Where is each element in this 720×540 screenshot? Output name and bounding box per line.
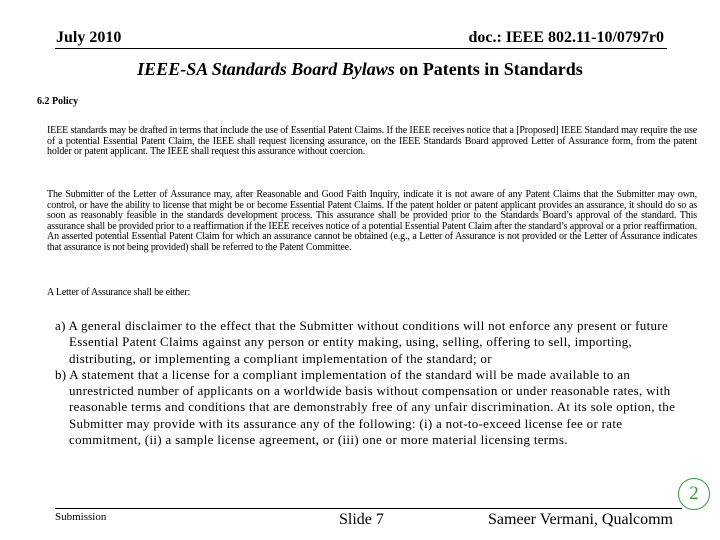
footer-author: Sameer Vermani, Qualcomm [488, 511, 673, 528]
title-suffix: on Patents in Standards [394, 59, 583, 79]
page-number-badge: 2 [678, 478, 710, 510]
footer-slide-number: Slide 7 [339, 511, 384, 528]
header-doc-id: doc.: IEEE 802.11-10/0797r0 [468, 29, 664, 46]
paragraph-submitter: The Submitter of the Letter of Assurance may, after Reasonable and Good Faith Inquiry, indicate it is not aware of any Patent Claims that the Submitter may own, control, or have the ability to license that might be or become Essential Patent Claims. If the patent holder or patent applicant provides an assurance, it should do so as soon as reasonably feasible in the standards development process. This assurance shall be provided prior to the Standards Board’s approval of the standard. This assurance shall be provided prior to a reaffirmation if the IEEE receives notice of a potential Essential Patent Claim after the standard’s approval or a prior reaffirmation. An asserted potential Essential Patent Claim for which an assurance cannot be obtained (e.g., a Letter of Assurance is not provided or the Letter of Assurance indicates that assurance is not being provided) shall be referred to the Patent Committee. [47, 189, 697, 253]
paragraph-letter-either: A Letter of Assurance shall be either: [47, 287, 191, 298]
list-item-disclaimer: a) A general disclaimer to the effect that the Submitter without conditions will not enforce any present or future Essential Patent Claims against any person or entity making, using, selling, offering to sell, importing, distributing, or implementing a compliant implementation of the standard; or [55, 318, 669, 366]
paragraph-essential-claims: IEEE standards may be drafted in terms that include the use of Essential Patent Claims. If the IEEE receives notice that a [Proposed] IEEE Standard may require the use of a potential Essential Patent Claim, the IEEE shall request licensing assurance, on the IEEE Standards Board approved Letter of Assurance form, from the patent holder or patent applicant. The IEEE shall request this assurance without coercion. [47, 125, 697, 158]
section-heading: 6.2 Policy [37, 96, 79, 107]
list-item-license-statement: b) A statement that a license for a compliant implementation of the standard will be made available to an unrestricted number of applicants on a worldwide basis without compensation or under reasonable rates, with reasonable terms and conditions that are demonstrably free of any unfair discrimination. At its sole option, the Submitter may provide with its assurance any of the following: (i) a not-to-exceed license fee or rate commitment, (ii) a sample license agreement, or (iii) one or more material licensing terms. [55, 366, 676, 448]
footer-submission: Submission [55, 511, 107, 523]
header-date: July 2010 [56, 29, 122, 46]
slide-title [0, 58, 720, 80]
header-rule [55, 48, 667, 49]
title-bylaws: IEEE-SA Standards Board Bylaws [137, 59, 395, 79]
assurance-options-list [55, 318, 695, 448]
footer-rule [55, 508, 682, 509]
